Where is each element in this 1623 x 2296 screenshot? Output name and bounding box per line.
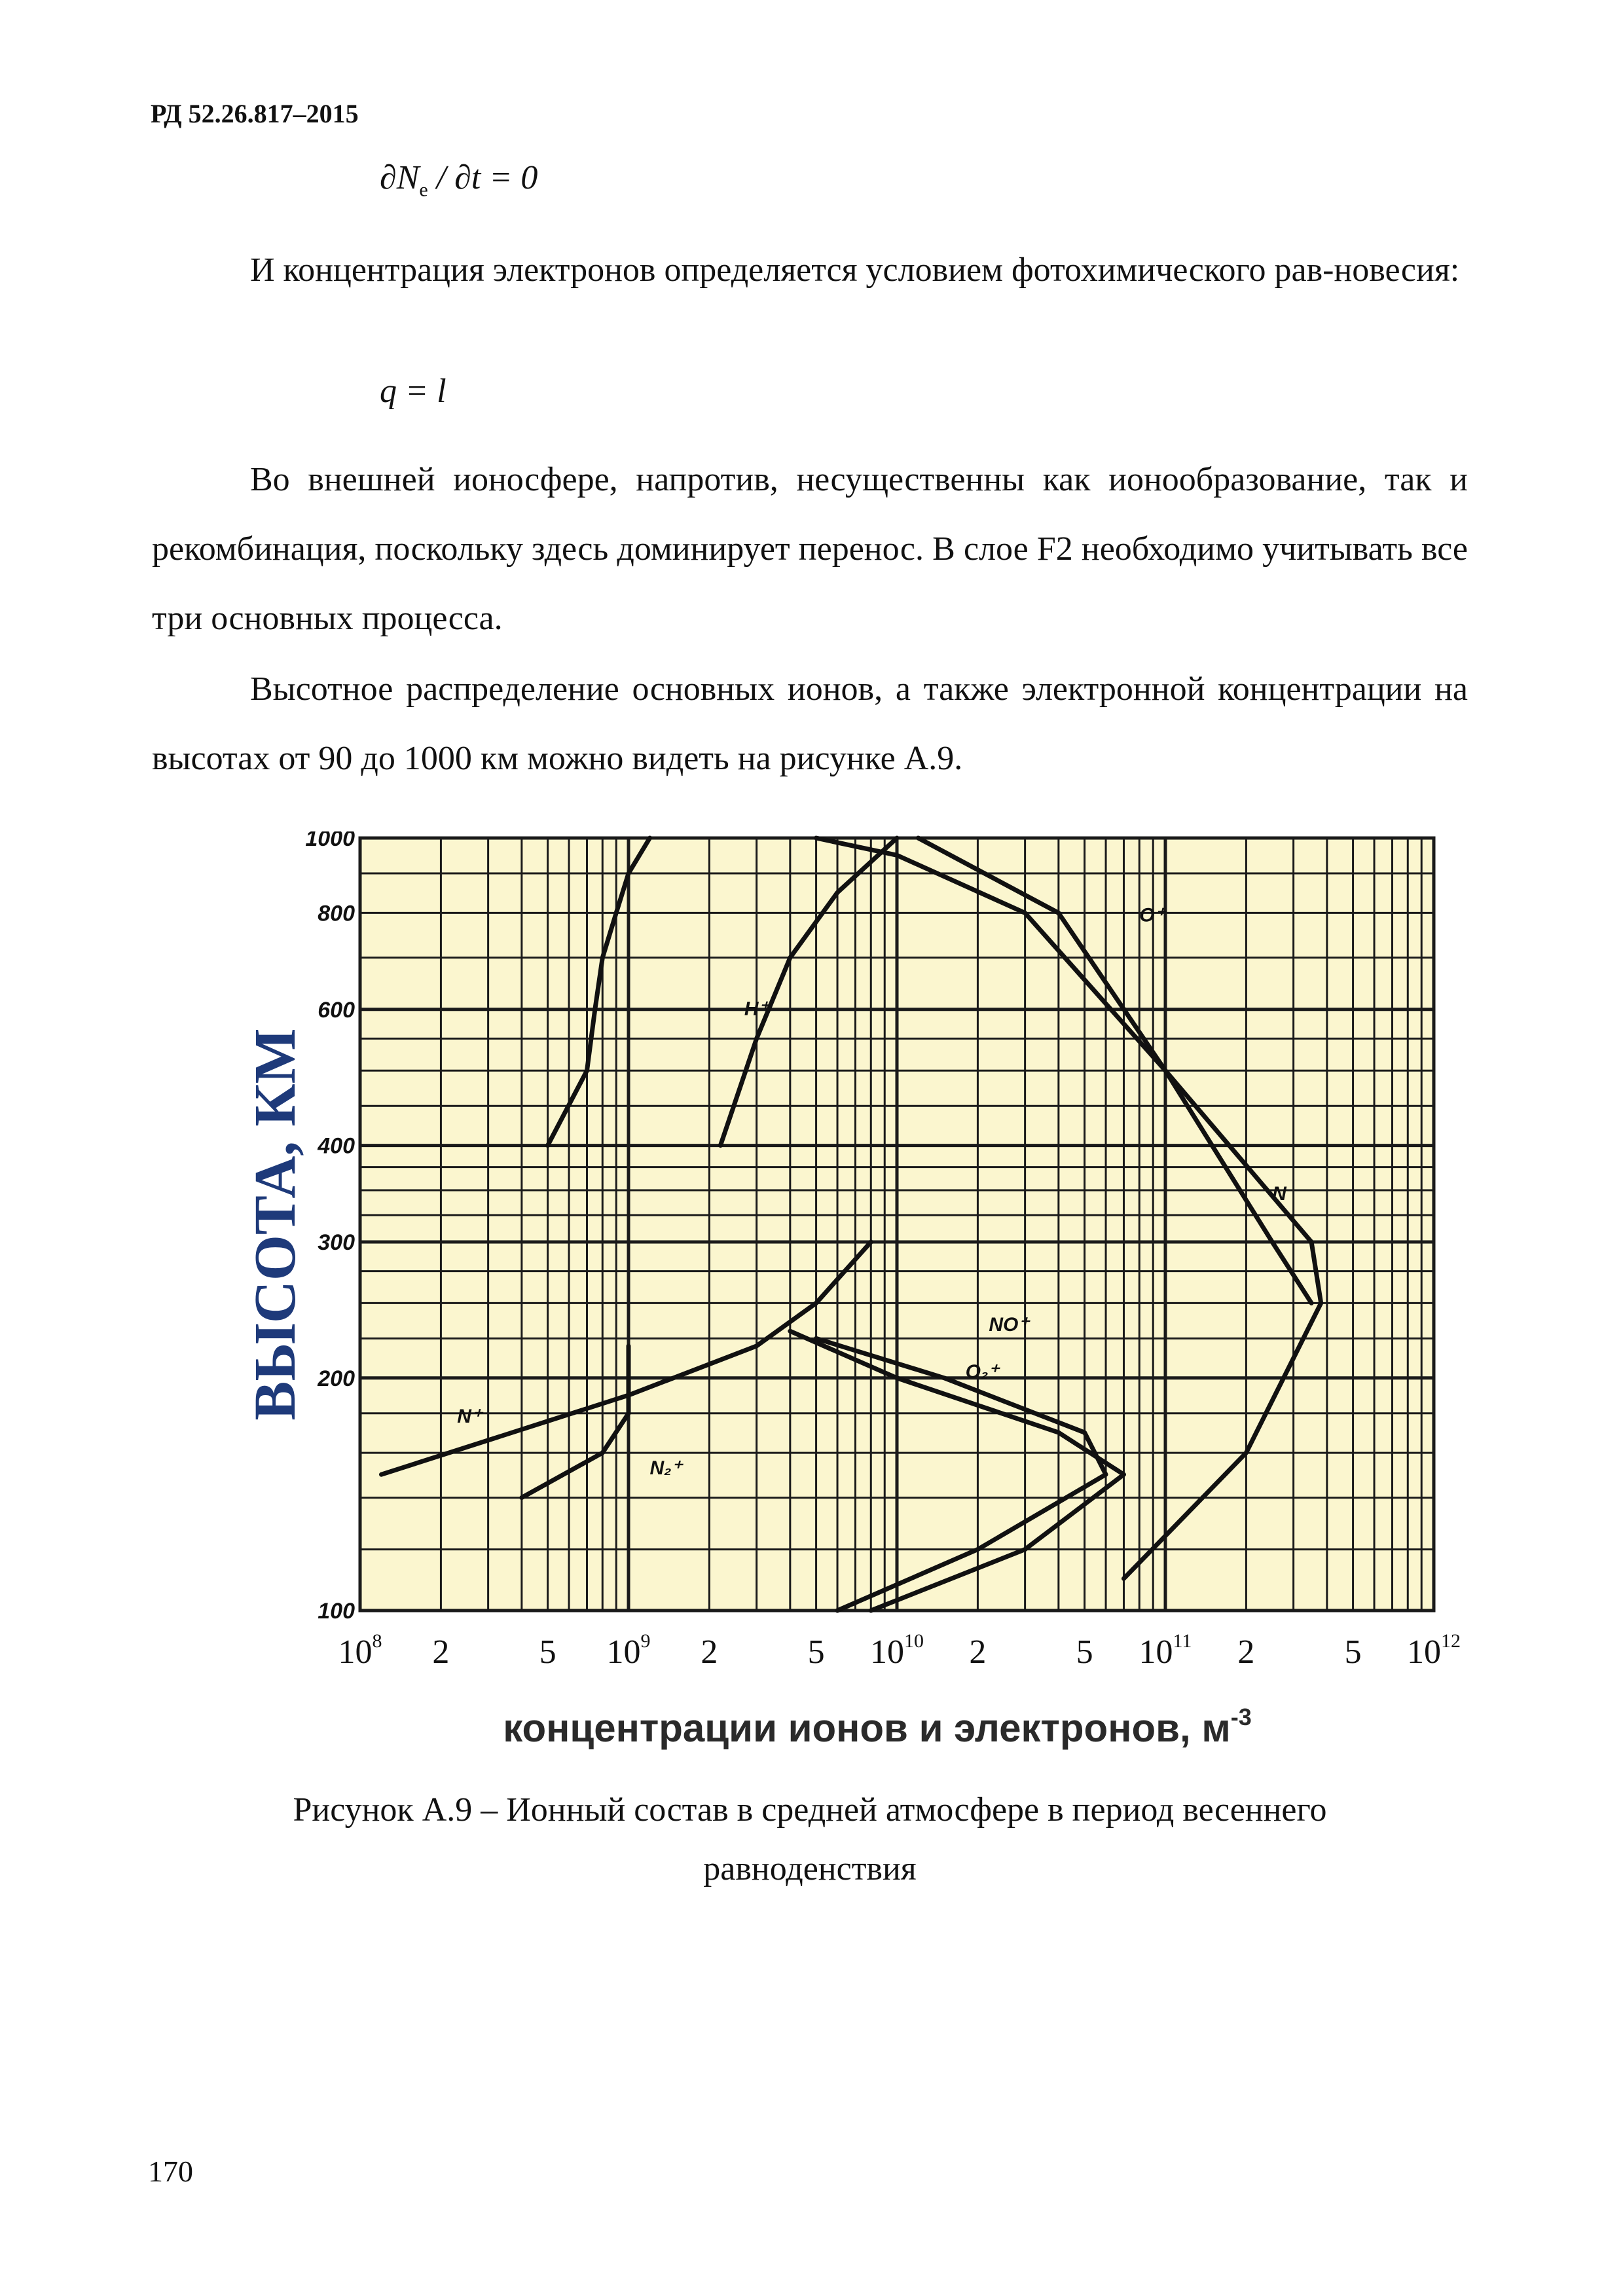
paragraph-3: Высотное распределение основных ионов, а также электронной концентрации на высотах от 90 до 1000 км можно видеть на рисунке А.9. [152,670,1468,777]
curve-label: N⁺ [457,1406,482,1428]
x-axis-label: концентрации ионов и электронов, $м^{-3}$ [503,1704,1252,1750]
x-tick-label: $10^{12}$ [1407,1630,1461,1671]
figure-ion-composition [249,831,1493,1781]
x-tick-label: 2 [1237,1633,1255,1671]
equation-q-l: q = l [380,373,447,410]
page-number: 170 [148,2155,193,2188]
curve-label: NO⁺ [989,1314,1029,1336]
x-tick-label: 5 [1076,1633,1093,1671]
x-tick-label: $10^{10}$ [870,1630,924,1671]
figure-caption-line-1: Рисунок А.9 – Ионный состав в средней атмосфере в период весеннего [293,1791,1327,1829]
x-tick-label: $10^9$ [606,1630,651,1671]
paragraph-2: Во внешней ионосфере, напротив, несущественны как ионообразование, так и рекомбинация, поскольку здесь доминирует перенос. В слое F2 необходимо учитывать все три основных процесса. [152,461,1468,637]
x-tick-label: 2 [701,1633,718,1671]
y-tick-label: 600 [318,997,355,1023]
ion-composition-chart [249,831,1493,1781]
y-tick-label: 400 [318,1133,355,1159]
equation-dne-dt: $\partial N_e / \partial t = 0$ [380,159,538,201]
document-header: РД 52.26.817–2015 [151,99,359,128]
x-tick-label: $10^8$ [338,1630,382,1671]
y-tick-labels [305,831,355,1624]
y-tick-label: 300 [318,1230,355,1255]
y-tick-label: 200 [318,1366,355,1391]
x-tick-label: 5 [807,1633,825,1671]
x-tick-label: 2 [432,1633,450,1671]
figure-caption-line-2: равноденствия [703,1850,917,1887]
curve-label: O₂⁺ [965,1360,999,1383]
paragraph-1: И концентрация электронов определяется условием фотохимического рав-новесия: [250,251,1460,289]
curve-label: O⁺ [1139,904,1165,926]
y-tick-label: 1000 [305,831,355,851]
x-tick-label: $10^{11}$ [1139,1630,1192,1671]
y-axis-label: ВЫСОТА, КМ [249,1028,308,1421]
curve-label: H⁺ [744,998,769,1020]
x-tick-label: 5 [1344,1633,1362,1671]
x-tick-labels [338,1630,1461,1671]
y-tick-label: 100 [318,1599,355,1624]
x-tick-label: 2 [969,1633,987,1671]
y-tick-label: 800 [318,901,355,926]
curve-label: N₂⁺ [649,1457,682,1480]
x-tick-label: 5 [539,1633,556,1671]
curve-label: N [1272,1182,1286,1205]
